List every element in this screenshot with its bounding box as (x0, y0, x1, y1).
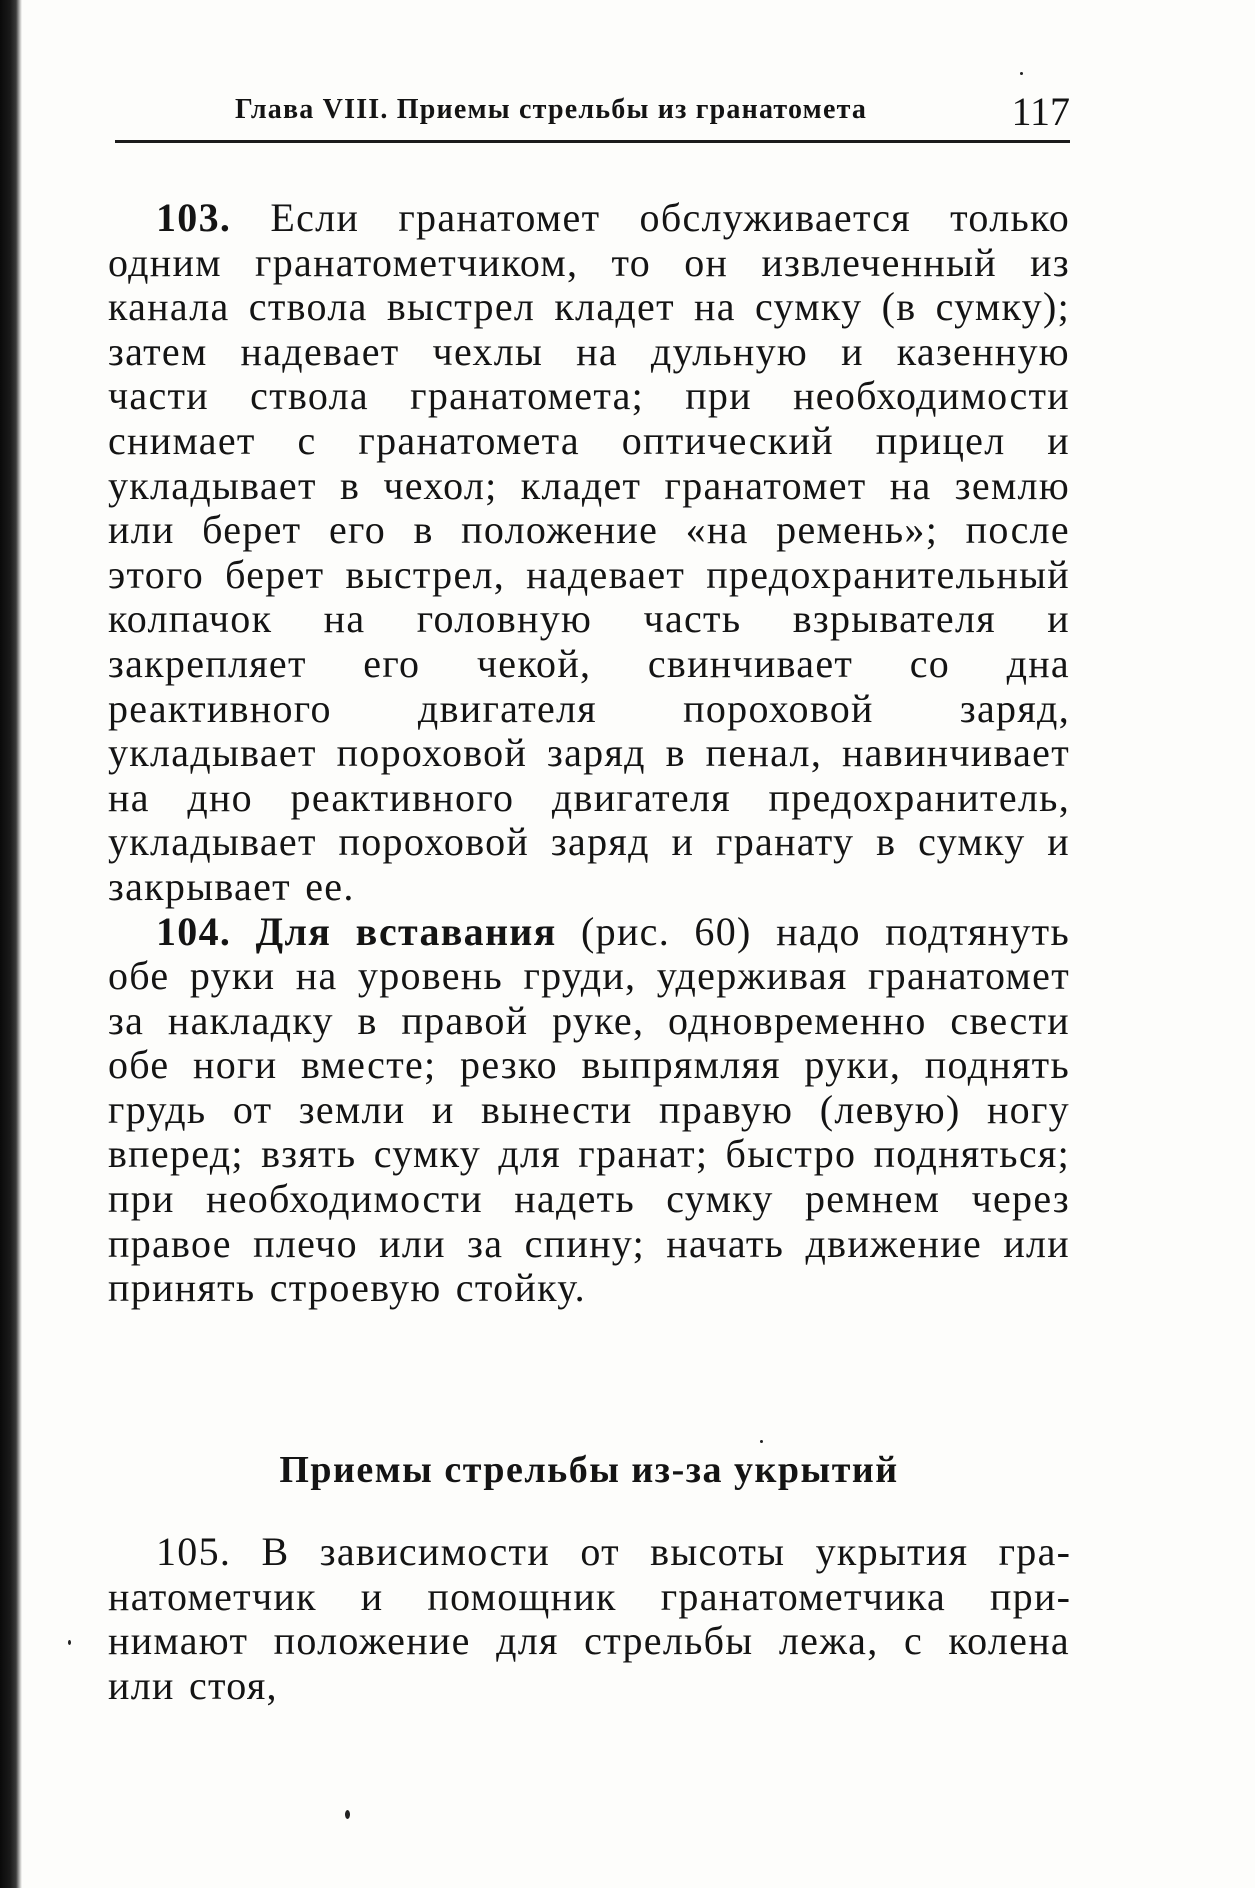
text-block-lower (108, 1530, 1070, 1708)
page-number: 117 (1011, 89, 1070, 134)
paragraph-103 (108, 196, 1070, 910)
scan-speck (68, 1640, 71, 1645)
running-header (115, 89, 1070, 143)
paragraph-text: Если гранатомет обслуживается только одним гранатометчиком, то он извлеченный из канала ствола выстрел кладет на сумку (в сумку); затем надевает чехлы на дульную и казенную части ствола гранатомета; при необходимости снимает с гранатомета оптический прицел и укладывает в чехол; кладет гранатомет на землю или берет его в положение «на ремень»; после этого берет выстрел, надевает предохранительный колпачок на головную часть взрывателя и закрепляет его чекой, свинчивает со дна реактивного двигателя пороховой заряд, укладывает пороховой заряд в пенал, навинчивает на дно реактивного двигателя предохранитель, укладывает пороховой заряд и гранату в сумку и закрывает ее. (108, 195, 1070, 909)
paragraph-lead: Для вставания (255, 908, 557, 954)
section-heading: Приемы стрельбы из-за укрытий (279, 1449, 899, 1491)
binding-edge (0, 0, 22, 1888)
paragraph-number: 103. (156, 195, 232, 240)
paragraph-number: 104. (156, 908, 232, 954)
text-block-upper (108, 196, 1070, 1311)
paragraph-text: (рис. 60) надо подтянуть обе руки на уровень груди, удерживая гранатомет за накладку в правой руке, одновременно свести обе ноги вместе; резко выпрямляя руки, поднять грудь от земли и вынести правую (левую) ногу вперед; взять сумку для гранат; быстро подняться; при необходимости надеть сумку ремнем через правое плечо или за спину; начать движение или принять строевую стойку. (108, 908, 1070, 1311)
paragraph-105 (108, 1530, 1070, 1708)
running-title: Глава VIII. Приемы стрельбы из гранатомета (235, 94, 868, 125)
scan-speck (345, 1810, 350, 1819)
paragraph-104 (108, 910, 1070, 1311)
scan-speck (1020, 72, 1023, 75)
scan-speck (760, 1440, 763, 1443)
paragraph-number: 105. (156, 1529, 232, 1574)
paragraph-text: В зависимости от высоты укрытия гранатометчик и помощник гранатометчика принимают положение для стрельбы лежа, с колена или стоя, (108, 1529, 1070, 1708)
